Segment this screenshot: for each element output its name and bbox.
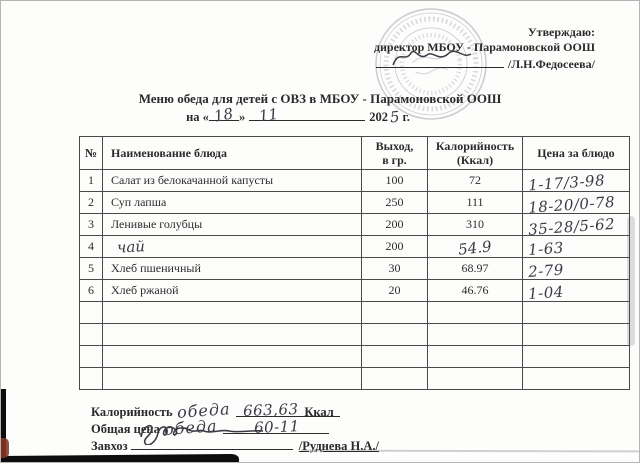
row-num: 4 <box>80 236 103 258</box>
handwritten-month: 11 <box>258 104 280 126</box>
scan-edge-bottom <box>1 454 239 463</box>
menu-row <box>80 280 630 302</box>
empty-row <box>80 302 630 324</box>
header-row <box>80 137 630 170</box>
dish-output: 200 <box>362 214 428 236</box>
total-price-label: Общая цена <box>91 422 160 436</box>
handwritten-calories-value: 663,63 <box>242 400 299 420</box>
col-header-num: № <box>80 137 103 170</box>
dish-price: 1-17/3-98 <box>523 170 630 192</box>
row-num: 3 <box>80 214 103 236</box>
row-num: 2 <box>80 192 103 214</box>
date-mid: » <box>238 110 246 124</box>
year-printed: 202 <box>369 110 388 124</box>
dish-calories: 68.97 <box>428 258 523 280</box>
steward-signature-blank <box>131 435 293 450</box>
dish-output: 200 <box>362 236 428 258</box>
steward-name: /Руднева Н.А./ <box>298 439 380 453</box>
menu-row <box>80 192 630 214</box>
row-num: 6 <box>80 280 103 302</box>
menu-row <box>80 214 630 236</box>
empty-row <box>80 346 630 368</box>
director-name: /Л.Н.Федосеева/ <box>507 57 595 71</box>
scan-corner-mark <box>1 438 9 458</box>
dish-calories: 72 <box>428 170 523 192</box>
year-suffix: г. <box>402 110 410 124</box>
dish-calories: 111 <box>428 192 523 214</box>
dish-price: 18-20/0-78 <box>523 192 630 214</box>
director-label: директор МБОУ - Парамоновской ООШ <box>373 40 595 54</box>
menu-row <box>80 170 630 192</box>
menu-table <box>79 136 630 390</box>
dish-calories-handwritten: 54.9 <box>428 236 523 258</box>
handwritten-year-digit: 5 <box>389 107 401 127</box>
dish-output: 30 <box>362 258 428 280</box>
dish-name: Салат из белокачанной капусты <box>103 170 362 192</box>
approve-label: Утверждаю: <box>527 25 595 39</box>
dish-name: Ленивые голубцы <box>103 214 362 236</box>
handwritten-day: 18 <box>212 104 235 126</box>
dish-output: 250 <box>362 192 428 214</box>
handwritten-total-value: 60-11 <box>253 417 300 437</box>
steward-signature-icon <box>133 419 283 445</box>
menu-row <box>80 258 630 280</box>
dish-calories: 310 <box>428 214 523 236</box>
calories-label: Калорийность <box>91 405 173 419</box>
dish-price: 1-63 <box>523 236 630 258</box>
col-header-price: Цена за блюдо <box>523 137 630 170</box>
dish-name: Хлеб ржаной <box>103 280 362 302</box>
dish-calories: 46.76 <box>428 280 523 302</box>
handwritten-obeda: обеда <box>163 416 219 439</box>
date-prefix: на « <box>186 110 209 124</box>
empty-row <box>80 368 630 390</box>
steward-line <box>91 435 379 454</box>
dish-name: Суп лапша <box>103 192 362 214</box>
director-signature-icon <box>389 45 475 71</box>
steward-label: Завхоз <box>91 439 128 453</box>
date-line <box>0 104 617 127</box>
handwritten-obeda: обеда <box>176 399 231 422</box>
calories-value-blank <box>236 400 340 420</box>
dish-price: 35-28/5-62 <box>523 214 630 236</box>
col-header-name: Наименование блюда <box>103 137 362 170</box>
dish-name: Хлеб пшеничный <box>103 258 362 280</box>
dish-price: 1-04 <box>523 280 630 302</box>
day-blank <box>209 104 239 126</box>
col-header-output: Выход, в гр. <box>362 137 428 170</box>
dish-name-handwritten: чай <box>103 236 362 258</box>
menu-row <box>80 236 630 258</box>
calories-unit: Ккал <box>304 405 334 419</box>
row-num: 1 <box>80 170 103 192</box>
row-num: 5 <box>80 258 103 280</box>
dish-output: 100 <box>362 170 428 192</box>
col-header-calories: Калорийность (Ккал) <box>428 137 523 170</box>
dish-price: 2-79 <box>523 258 630 280</box>
dish-output: 20 <box>362 280 428 302</box>
empty-row <box>80 324 630 346</box>
month-blank <box>249 104 365 126</box>
document-title: Меню обеда для детей с ОВЗ в МБОУ - Парамоновской ООШ <box>138 91 502 106</box>
